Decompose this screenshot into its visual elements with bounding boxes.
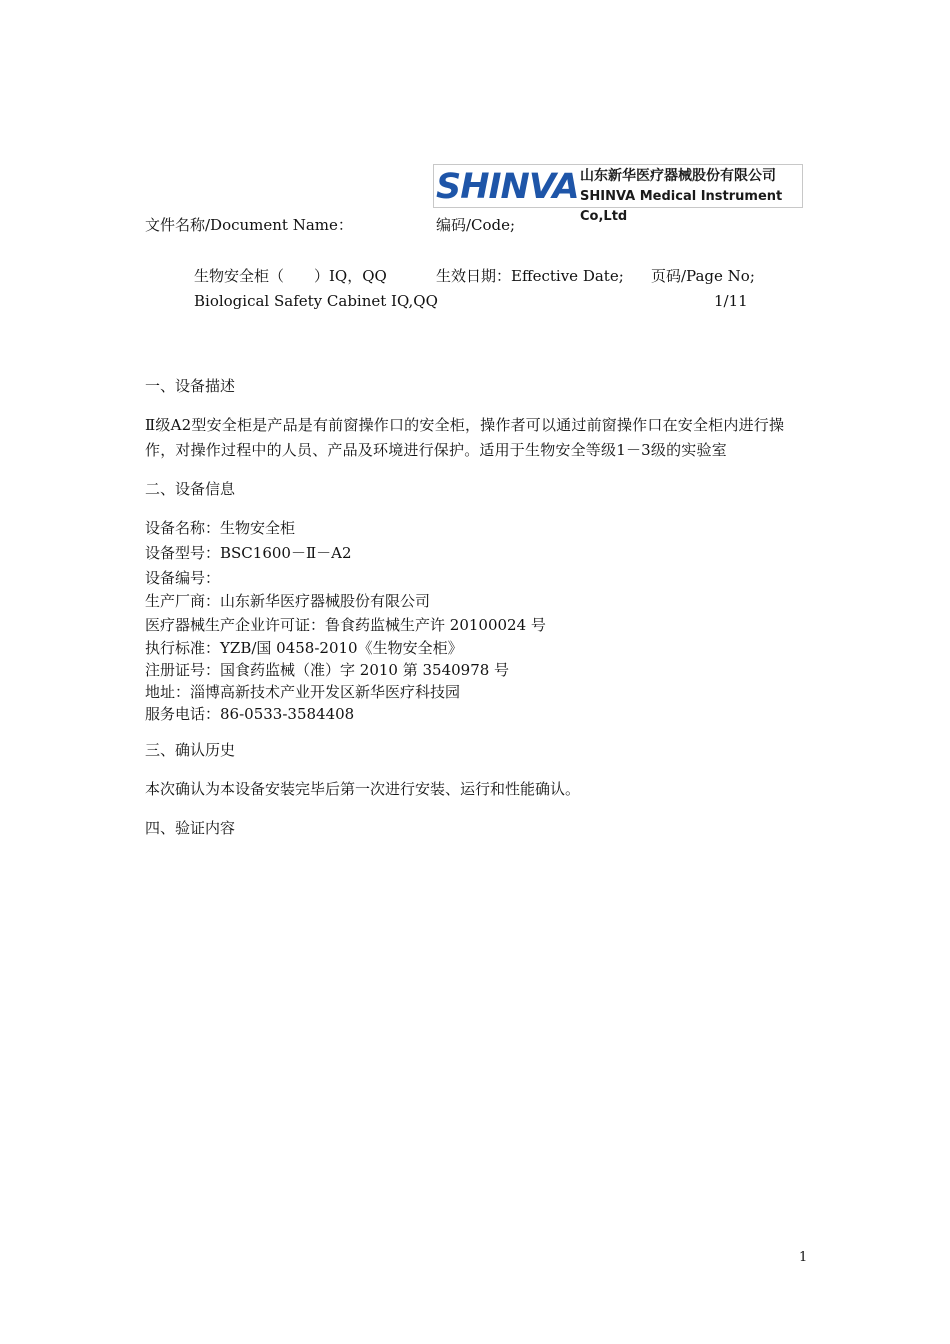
info-line-license: 医疗器械生产企业许可证：鲁食药监械生产许 20100024 号 [145, 616, 546, 634]
section-2-title: 二、设备信息 [145, 480, 236, 498]
document-name-label: 文件名称/Document Name： [145, 216, 353, 234]
info-line-device-model: 设备型号：BSC1600－Ⅱ－A2 [145, 544, 352, 562]
document-title-cn: 生物安全柜（ ）IQ，QQ [194, 267, 387, 285]
info-line-manufacturer: 生产厂商：山东新华医疗器械股份有限公司 [145, 592, 431, 610]
company-logo [433, 164, 803, 224]
info-line-service-phone: 服务电话：86-0533-3584408 [145, 705, 355, 723]
section-3-title: 三、确认历史 [145, 741, 236, 759]
info-line-device-number: 设备编号： [145, 569, 221, 587]
document-title-en: Biological Safety Cabinet IQ,QQ [194, 292, 438, 310]
page-label: 页码/Page No; [651, 267, 755, 285]
logo-company-name-en: SHINVA Medical Instrument Co,Ltd [580, 189, 783, 224]
section-3-body: 本次确认为本设备安装完毕后第一次进行安装、运行和性能确认。 [145, 780, 581, 798]
logo-mark: SHINVA [436, 167, 579, 207]
info-line-standard: 执行标准：YZB/国 0458-2010《生物安全柜》 [145, 639, 463, 657]
page-value: 1/11 [714, 292, 748, 310]
section-4-title: 四、验证内容 [145, 819, 236, 837]
effective-date-label: 生效日期：Effective Date; [436, 267, 624, 285]
info-line-device-name: 设备名称：生物安全柜 [145, 519, 296, 537]
info-line-address: 地址：淄博高新技术产业开发区新华医疗科技园 [145, 683, 461, 701]
info-line-registration: 注册证号：国食药监械（准）字 2010 第 3540978 号 [145, 661, 510, 679]
section-1-body: Ⅱ级A2型安全柜是产品是有前窗操作口的安全柜，操作者可以通过前窗操作口在安全柜内进行操作，对操作过程中的人员、产品及环境进行保护。适用于生物安全等级1－3级的实验室 [145, 416, 785, 459]
footer-page-number: 1 [799, 1250, 808, 1265]
code-label: 编码/Code; [436, 216, 516, 234]
section-1-title: 一、设备描述 [145, 377, 236, 395]
logo-company-name-cn: 山东新华医疗器械股份有限公司 [580, 168, 776, 184]
